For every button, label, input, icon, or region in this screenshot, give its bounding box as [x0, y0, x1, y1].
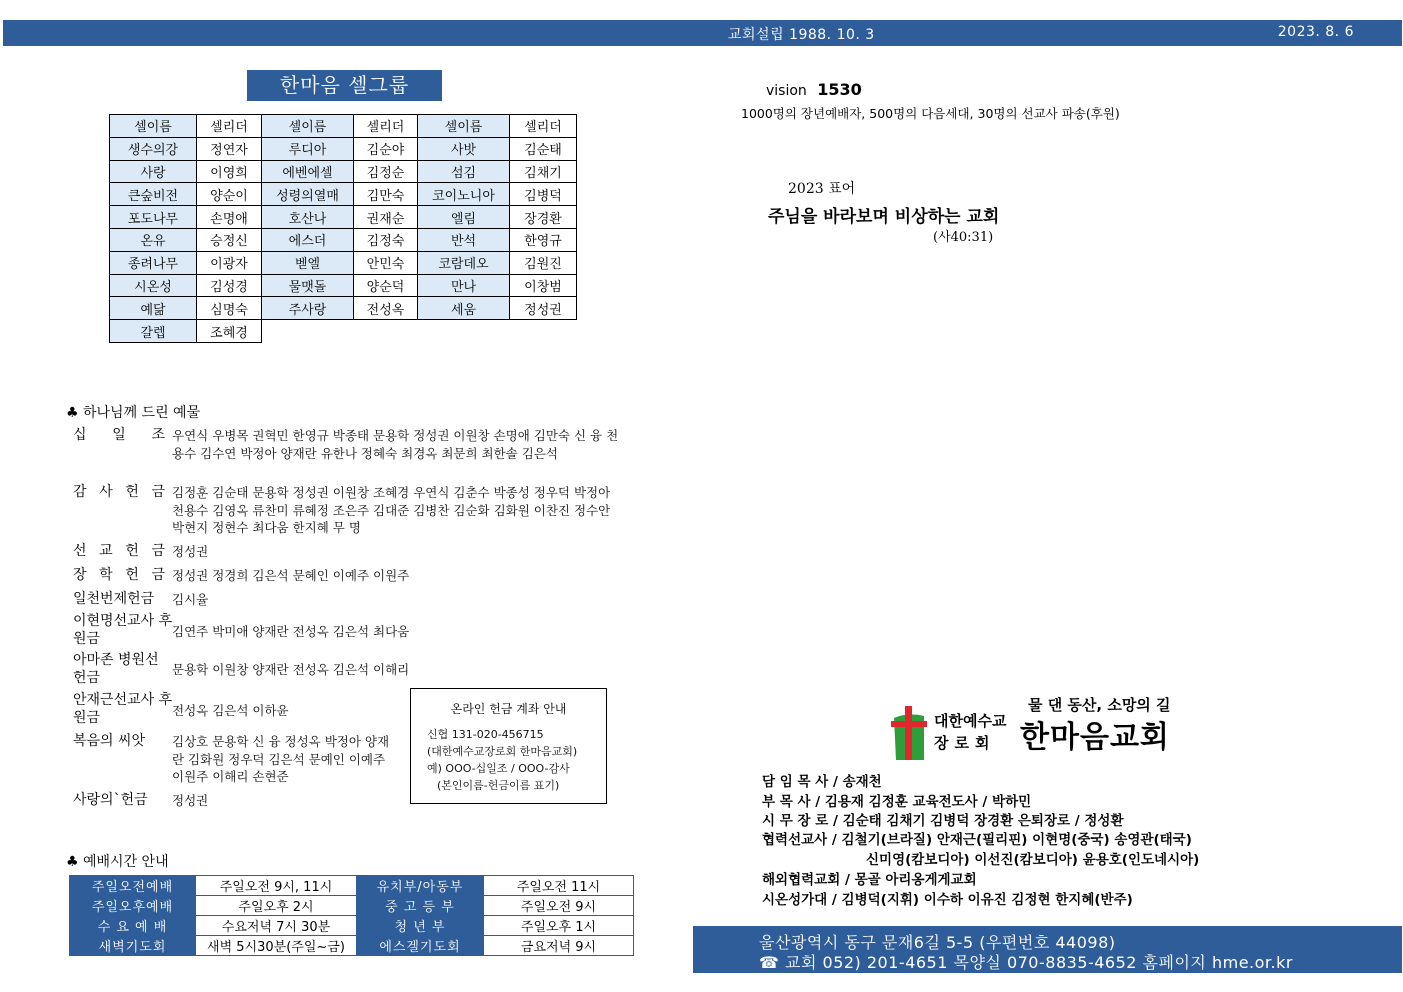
cell-name [262, 320, 354, 343]
established-date: 교회설립 1988. 10. 3 [728, 27, 875, 43]
vision-label: vision [766, 83, 807, 99]
motto-reference: (사40:31) [933, 230, 994, 245]
cell-leader: 권재순 [354, 206, 418, 229]
cell-name: 시온성 [110, 274, 197, 297]
service-time: 주일오후 2시 [196, 896, 357, 916]
cell-name: 루디아 [262, 137, 354, 160]
offerings-heading: ♣ 하나님께 드린 예물 [66, 405, 201, 421]
account-number: 신협 131-020-456715 [427, 728, 544, 741]
bulletin-date: 2023. 8. 6 [1277, 24, 1354, 40]
table-row [70, 936, 634, 956]
cell-name: 포도나무 [110, 206, 197, 229]
offering-names: 정성권 [172, 793, 209, 808]
table-row [70, 876, 634, 896]
cell-leader: 조혜경 [197, 320, 262, 343]
cell-leader: 한영규 [510, 228, 577, 251]
cell-leader: 김채기 [510, 160, 577, 183]
cell-name: 사밧 [418, 137, 510, 160]
offering-label: 이현명선교사 후원금 [73, 613, 173, 647]
footer-bar [693, 926, 1402, 973]
column-header: 셀이름 [262, 115, 354, 138]
staff-line: 협력선교사 / 김철기(브라질) 안재근(필리핀) 이현명(중국) 송영관(태국) [762, 832, 1192, 848]
cell-name: 호산나 [262, 206, 354, 229]
cell-leader: 김순야 [354, 137, 418, 160]
cell-name: 만나 [418, 274, 510, 297]
staff-line: 신미영(캄보디아) 이선진(캄보디아) 윤용호(인도네시아) [866, 852, 1200, 868]
church-slogan: 물 댄 동산, 소망의 길 [1028, 696, 1171, 714]
offering-label: 감 사 헌 금 [73, 484, 165, 500]
giving-example: 예) OOO-십일조 / OOO-감사 [427, 762, 570, 775]
offering-names: 김정훈 김순태 문용학 정성권 이원창 조혜경 우연식 김춘수 박종성 정우덕 박정아 천용수 김영옥 류찬미 류혜정 조은주 김대준 김병찬 김순화 김화원 이찬진 정수안 박현지 정현수 최다움 한지혜 무 명 [172, 485, 611, 535]
cell-name: 에벤에셀 [262, 160, 354, 183]
cell-name: 사랑 [110, 160, 197, 183]
cell-leader: 김성경 [197, 274, 262, 297]
staff-line: 시 무 장 로 / 김순태 김채기 김병덕 장경환 은퇴장로 / 정성환 [762, 813, 1124, 829]
worship-heading: ♣ 예배시간 안내 [66, 854, 169, 870]
service-time: 주일오전 11시 [484, 876, 634, 896]
offering-names: 정성권 [172, 544, 209, 559]
cell-leader: 양순덕 [354, 274, 418, 297]
column-header: 셀리더 [510, 115, 577, 138]
offering-names: 전성옥 김은석 이하윤 [172, 703, 289, 718]
cell-leader: 정성권 [510, 297, 577, 320]
cell-name: 벧엘 [262, 251, 354, 274]
table-row [110, 137, 577, 160]
cell-name: 반석 [418, 228, 510, 251]
cell-leader: 이창범 [510, 274, 577, 297]
service-time: 금요저녁 9시 [484, 936, 634, 956]
vision-description: 1000명의 장년예배자, 500명의 다음세대, 30명의 선교사 파송(후원) [741, 106, 1120, 121]
vision-number: 1530 [817, 80, 862, 99]
cell-leader: 김원진 [510, 251, 577, 274]
offering-label: 아마존 병원선헌금 [73, 652, 159, 686]
church-contact: ☎ 교회 052) 201-4651 목양실 070-8835-4652 홈페이지 hme.or.kr [759, 953, 1293, 972]
church-address: 울산광역시 동구 문재6길 5-5 (우편번호 44098) [759, 933, 1116, 952]
cellgroup-table [109, 114, 577, 343]
cell-name: 생수의강 [110, 137, 197, 160]
cell-leader: 김병덕 [510, 183, 577, 206]
table-row [110, 251, 577, 274]
table-row [110, 183, 577, 206]
online-giving-box [410, 688, 607, 804]
cell-leader: 장경환 [510, 206, 577, 229]
worship-table [69, 875, 634, 956]
cell-leader [354, 320, 418, 343]
cell-leader: 이광자 [197, 251, 262, 274]
motto-text: 주님을 바라보며 비상하는 교회 [768, 207, 1000, 227]
offering-names: 김연주 박미애 양재란 전성옥 김은석 최다움 [172, 624, 410, 639]
cell-name: 예닮 [110, 297, 197, 320]
cell-name: 주사랑 [262, 297, 354, 320]
cell-name: 세움 [418, 297, 510, 320]
table-row [110, 228, 577, 251]
service-name: 에스겔기도회 [357, 936, 484, 956]
cell-leader: 심명숙 [197, 297, 262, 320]
service-name: 주일오전예배 [70, 876, 196, 896]
cell-leader: 승정신 [197, 228, 262, 251]
denomination-line1: 대한예수교 [934, 712, 1007, 730]
staff-line: 담 임 목 사 / 송재천 [762, 774, 882, 790]
service-name: 주일오후예배 [70, 896, 196, 916]
service-name: 유치부/아동부 [357, 876, 484, 896]
cell-leader: 김정순 [354, 160, 418, 183]
service-time: 주일오전 9시, 11시 [196, 876, 357, 896]
cell-leader: 양순이 [197, 183, 262, 206]
table-row [70, 916, 634, 936]
offering-label: 안재근선교사 후원금 [73, 692, 173, 726]
cross-logo-icon [888, 704, 930, 762]
cell-name: 큰숲비전 [110, 183, 197, 206]
service-time: 수요저녁 7시 30분 [196, 916, 357, 936]
cellgroup-header-row [110, 115, 577, 138]
offering-names: 김상호 문용학 신 융 정성옥 박정아 양재란 김화원 정우덕 김은석 문예인 이예주 이원주 이해리 손현준 [172, 734, 390, 784]
offering-label: 일천번제헌금 [73, 591, 155, 607]
cell-name: 온유 [110, 228, 197, 251]
table-row [110, 274, 577, 297]
offering-label: 선 교 헌 금 [73, 543, 165, 559]
table-row [110, 320, 577, 343]
column-header: 셀리더 [197, 115, 262, 138]
cell-leader: 안민숙 [354, 251, 418, 274]
cell-leader: 김만숙 [354, 183, 418, 206]
left-header-bar [3, 20, 700, 46]
cellgroup-title: 한마음 셀그룹 [247, 70, 442, 101]
cell-leader: 김순태 [510, 137, 577, 160]
offering-label: 복음의 씨앗 [73, 733, 146, 749]
offering-names: 김시율 [172, 592, 209, 607]
service-name: 중 고 등 부 [357, 896, 484, 916]
service-name: 수 요 예 배 [70, 916, 196, 936]
column-header: 셀리더 [354, 115, 418, 138]
staff-line: 시온성가대 / 김병덕(지휘) 이수하 이유진 김정현 한지혜(반주) [762, 892, 1133, 908]
cell-name: 코람데오 [418, 251, 510, 274]
cell-name: 갈렙 [110, 320, 197, 343]
service-name: 새벽기도회 [70, 936, 196, 956]
church-logo [888, 690, 1208, 762]
service-time: 새벽 5시30분(주일~금) [196, 936, 357, 956]
offering-names: 우연식 우병목 권혁민 한영규 박종태 문용학 정성권 이원창 손명애 김만숙 신 융 천용수 김수연 박정아 양재란 유한나 정혜숙 최경옥 최문희 최한솔 김은석 [172, 428, 619, 461]
staff-line: 해외협력교회 / 몽골 아리옹게게교회 [762, 872, 977, 888]
offering-label: 십 일 조 [73, 427, 165, 443]
cell-leader: 전성옥 [354, 297, 418, 320]
church-name: 한마음교회 [1020, 720, 1170, 755]
table-row [110, 160, 577, 183]
motto-year: 2023 표어 [788, 181, 856, 197]
offering-names: 문용학 이원창 양재란 전성옥 김은석 이해리 [172, 662, 410, 677]
staff-line: 부 목 사 / 김용재 김정훈 교육전도사 / 박하민 [762, 794, 1032, 810]
giving-note: (본인이름-헌금이름 표기) [437, 779, 560, 792]
cell-name: 종려나무 [110, 251, 197, 274]
cell-leader: 이영희 [197, 160, 262, 183]
right-header-bar [700, 20, 1402, 46]
service-name: 청 년 부 [357, 916, 484, 936]
denomination-line2: 장로회 [934, 734, 996, 752]
cell-name: 코이노니아 [418, 183, 510, 206]
table-row [110, 206, 577, 229]
column-header: 셀이름 [418, 115, 510, 138]
offering-label: 장 학 헌 금 [73, 567, 165, 583]
cell-leader [510, 320, 577, 343]
offering-names: 정성권 정경희 김은석 문혜인 이예주 이원주 [172, 568, 410, 583]
cell-name: 에스더 [262, 228, 354, 251]
column-header: 셀이름 [110, 115, 197, 138]
cell-leader: 김정숙 [354, 228, 418, 251]
vision-line [766, 80, 862, 99]
cell-name: 물맷돌 [262, 274, 354, 297]
table-row [110, 297, 577, 320]
account-holder: (대한예수교장로회 한마음교회) [427, 745, 578, 758]
cell-name: 성령의열매 [262, 183, 354, 206]
cell-leader: 정연자 [197, 137, 262, 160]
offering-label: 사랑의`헌금 [73, 792, 148, 808]
cell-name: 엘림 [418, 206, 510, 229]
service-time: 주일오후 1시 [484, 916, 634, 936]
cell-leader: 손명애 [197, 206, 262, 229]
online-giving-title: 온라인 헌금 계좌 안내 [450, 702, 567, 716]
cell-name: 섬김 [418, 160, 510, 183]
service-time: 주일오전 9시 [484, 896, 634, 916]
cell-name [418, 320, 510, 343]
table-row [70, 896, 634, 916]
